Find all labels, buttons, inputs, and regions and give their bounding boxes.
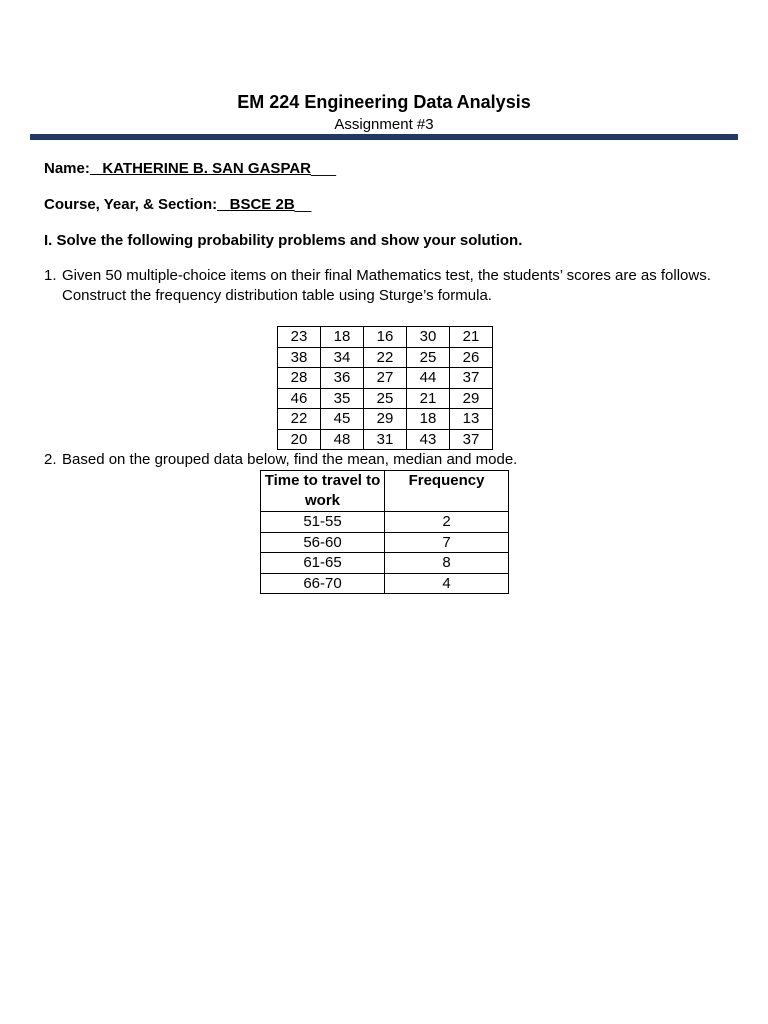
frequency-cell: 2 — [385, 512, 509, 533]
grouped-data-table — [260, 470, 509, 594]
section-prefix: _ — [217, 196, 230, 213]
section-suffix: __ — [294, 196, 312, 213]
table-row — [278, 409, 493, 430]
score-cell: 25 — [364, 388, 407, 409]
table-row — [261, 532, 509, 553]
score-cell: 43 — [407, 429, 450, 450]
score-cell: 23 — [278, 327, 321, 348]
score-cell: 38 — [278, 347, 321, 368]
score-cell: 35 — [321, 388, 364, 409]
score-cell: 37 — [450, 429, 493, 450]
table-row — [278, 347, 493, 368]
name-prefix: _ — [89, 160, 103, 177]
score-cell: 44 — [407, 368, 450, 389]
header-rule — [30, 134, 738, 140]
problem-text: Based on the grouped data below, find the mean, median and mode. — [62, 451, 518, 468]
problem-number: 2. — [44, 451, 57, 468]
score-cell: 13 — [450, 409, 493, 430]
table-row — [261, 553, 509, 574]
score-cell: 46 — [278, 388, 321, 409]
score-cell: 20 — [278, 429, 321, 450]
frequency-cell: 4 — [385, 573, 509, 594]
score-cell: 18 — [407, 409, 450, 430]
score-cell: 16 — [364, 327, 407, 348]
problem-1 — [44, 266, 734, 306]
score-cell: 37 — [450, 368, 493, 389]
frequency-cell: 8 — [385, 553, 509, 574]
name-suffix: ___ — [311, 160, 337, 177]
problem-text: Given 50 multiple-choice items on their final Mathematics test, the students’ scores are as follows. Construct the frequency distribution table using Sturge’s formula. — [62, 267, 711, 304]
table-row — [278, 327, 493, 348]
class-interval-cell: 66-70 — [261, 573, 385, 594]
score-cell: 18 — [321, 327, 364, 348]
header-time: Time to travel to work — [261, 471, 385, 512]
table-row — [278, 388, 493, 409]
problem-number: 1. — [44, 267, 57, 284]
name-label: Name: — [44, 160, 90, 177]
score-cell: 21 — [450, 327, 493, 348]
score-cell: 34 — [321, 347, 364, 368]
score-cell: 36 — [321, 368, 364, 389]
table-row — [278, 429, 493, 450]
score-cell: 25 — [407, 347, 450, 368]
table-row — [261, 573, 509, 594]
frequency-cell: 7 — [385, 532, 509, 553]
table-row — [278, 368, 493, 389]
score-cell: 22 — [364, 347, 407, 368]
class-interval-cell: 56-60 — [261, 532, 385, 553]
score-cell: 48 — [321, 429, 364, 450]
document-subtitle: Assignment #3 — [334, 116, 434, 133]
score-cell: 30 — [407, 327, 450, 348]
section-value: BSCE 2B — [229, 196, 295, 213]
score-cell: 29 — [450, 388, 493, 409]
score-cell: 27 — [364, 368, 407, 389]
score-cell: 26 — [450, 347, 493, 368]
document-title: EM 224 Engineering Data Analysis — [237, 92, 531, 112]
name-value: KATHERINE B. SAN GASPAR — [102, 160, 311, 177]
section-field — [44, 196, 311, 213]
header-frequency: Frequency — [385, 471, 509, 512]
table-row — [261, 512, 509, 533]
score-cell: 31 — [364, 429, 407, 450]
name-field — [44, 160, 336, 177]
class-interval-cell: 61-65 — [261, 553, 385, 574]
problem-2 — [44, 450, 734, 470]
score-cell: 21 — [407, 388, 450, 409]
score-cell: 45 — [321, 409, 364, 430]
section-label: Course, Year, & Section: — [44, 196, 218, 213]
class-interval-cell: 51-55 — [261, 512, 385, 533]
score-cell: 29 — [364, 409, 407, 430]
score-cell: 28 — [278, 368, 321, 389]
score-cell: 22 — [278, 409, 321, 430]
scores-table — [277, 326, 493, 450]
table-header-row — [261, 471, 509, 512]
instructions-heading: I. Solve the following probability problems and show your solution. — [44, 232, 523, 249]
